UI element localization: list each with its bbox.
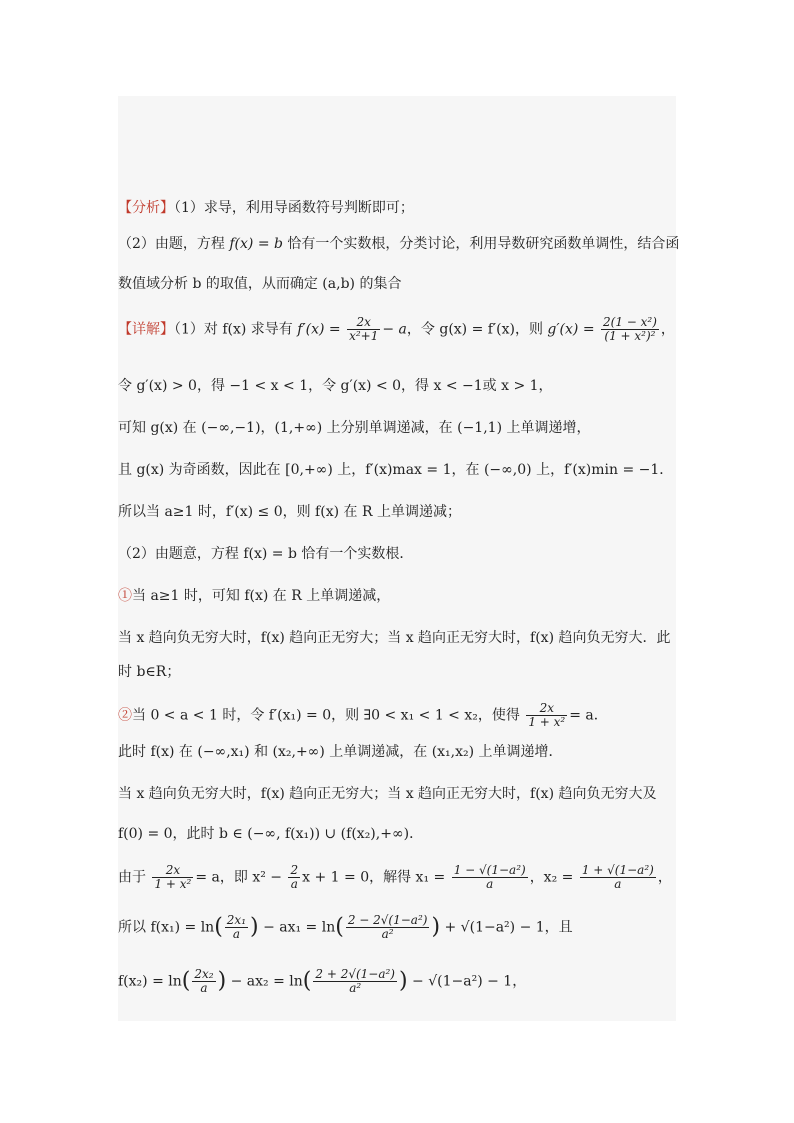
text-x2: ，x₂ = <box>529 869 574 886</box>
fraction-2x-over-1px2-b: $\frac{2x}{\text{1 + x²}}$ <box>154 863 192 891</box>
case-2-line-4: f(0) = 0，此时 b ∈ (−∞, f(x₁)) ∪ (f(x₂),+∞)． <box>118 826 424 842</box>
case-2-line-5: 由于 $\frac{2x}{\text{1 + x²}}$ = a，即 x² − $\frac{2}{a}$ x + 1 = 0，解得 x₁ = $\frac{\text{1 − √(1−a²)}}{a}$ ，x₂ = $\frac{\text{1 + √(1−a²)}}{a}$ ， <box>118 863 672 891</box>
detail-text-1b: ，令 g(x) = f′(x)，则 <box>406 321 543 338</box>
detail-label: 【详解】 <box>118 321 174 338</box>
case-1-mark: ① <box>118 588 132 604</box>
fraction-gprime: $\frac{\text{2(1 − x²)}}{\text{(1 + x²)²}}$ <box>603 315 657 343</box>
text-fx1-ln: 所以 f(x₁) = ln <box>118 919 215 936</box>
fraction-fprime: $\frac{2x}{\text{x²+1}}$ <box>349 315 379 343</box>
analysis-line-3 <box>118 274 676 294</box>
case-1-line-3: 时 b∈R； <box>118 664 181 680</box>
fraction-ln-arg-1: $\frac{\text{2 − 2√(1−a²)}}{\text{a²}}$ <box>347 913 428 941</box>
case-2-line-3: 当 x 趋向负无穷大时，f(x) 趋向正无穷大；当 x 趋向正无穷大时，f(x) 趋向负无穷大及 <box>118 786 657 802</box>
detail-line-3: 可知 g(x) 在 (−∞,−1)，(1,+∞) 上分别单调递减，在 (−1,1) 上单调递增， <box>118 420 591 436</box>
case-1-line-2: 当 x 趋向负无穷大时，f(x) 趋向正无穷大；当 x 趋向正无穷大时，f(x) 趋向负无穷大．此 <box>118 630 671 646</box>
fraction-x2: $\frac{\text{1 + √(1−a²)}}{a}$ <box>581 863 654 891</box>
text-tail-1: + √(1−a²) − 1，且 <box>444 919 573 936</box>
analysis-line-2 <box>118 234 680 254</box>
detail-line-4: 且 g(x) 为奇函数，因此在 [0,+∞) 上，f′(x)max = 1，在 (−∞,0) 上，f′(x)min = −1． <box>118 462 674 478</box>
fprime-tail: − a <box>382 321 407 338</box>
case-2-line-6: 所以 f(x₁) = ln( $\frac{\text{2x₁}}{a}$ ) − ax₁ = ln( $\frac{\text{2 − 2√(1−a²)}}{\text{a²}}$ ) + √(1−a²) − 1，且 <box>118 913 573 941</box>
text-yuyu: 由于 <box>118 869 146 886</box>
fraction-2-over-a: $\frac{2}{a}$ <box>290 863 299 891</box>
case-2-line-2: 此时 f(x) 在 (−∞,x₁) 和 (x₂,+∞) 上单调递减，在 (x₁,x₂) 上单调递增． <box>118 744 563 760</box>
fraction-2x2-over-a: $\frac{\text{2x₂}}{a}$ <box>194 967 214 995</box>
detail-line-6: （2）由题意，方程 f(x) = b 恰有一个实数根． <box>118 546 414 562</box>
case-2-line-1 <box>118 702 676 729</box>
text-solve-x1: x + 1 = 0，解得 x₁ = <box>302 869 446 886</box>
analysis-text-3: 数值域分析 b 的取值，从而确定 (a,b) 的集合 <box>118 276 402 292</box>
text-minus-ax2: − ax₂ = ln <box>230 973 303 990</box>
analysis-line-1 <box>118 198 676 218</box>
detail-line-2: 令 g′(x) > 0，得 −1 < x < 1，令 g′(x) < 0，得 x < −1或 x > 1， <box>118 378 553 394</box>
text-tail-2: − √(1−a²) − 1， <box>412 973 527 990</box>
text-equation-a: = a，即 x² − <box>195 869 283 886</box>
fprime-label: f′(x) = <box>297 321 341 338</box>
fraction-x1: $\frac{\text{1 − √(1−a²)}}{a}$ <box>453 863 526 891</box>
case-2-text-a: 当 0 < a < 1 时，令 f′(x₁) = 0，则 ∃0 < x₁ < 1 < x₂，使得 <box>132 707 520 724</box>
analysis-text-2a: （2）由题，方程 <box>118 236 225 252</box>
detail-text-1a: （1）对 f(x) 求导有 <box>174 321 293 338</box>
detail-line-1: 【详解】（1）对 f(x) 求导有 f′(x) = $\frac{2x}{\text{x²+1}}$ − a，令 g(x) = f′(x)，则 g′(x) = $\frac{\text{2(1 − x²)}}{\text{(1 + x²)²}}$ ， <box>118 315 675 343</box>
document-page <box>118 96 680 1021</box>
fraction-2x1-over-a: $\frac{\text{2x₁}}{a}$ <box>226 913 247 941</box>
fraction-2x-over-1px2: $\frac{2x}{\text{1 + x²}}$ <box>528 701 566 729</box>
analysis-text-1: （1）求导，利用导函数符号判断即可； <box>174 200 414 216</box>
case-2-line-7: f(x₂) = ln( $\frac{\text{2x₂}}{a}$ ) − ax₂ = ln( $\frac{\text{2 + 2√(1−a²)}}{\text{a²}}$ ) − √(1−a²) − 1， <box>118 967 527 995</box>
analysis-label: 【分析】 <box>118 200 174 216</box>
case-2-text-b: = a． <box>569 707 608 724</box>
text-fx2-ln: f(x₂) = ln <box>118 973 182 990</box>
analysis-text-2b: 恰有一个实数根，分类讨论，利用导数研究函数单调性，结合函 <box>287 236 680 252</box>
fraction-ln-arg-2: $\frac{\text{2 + 2√(1−a²)}}{\text{a²}}$ <box>315 967 395 995</box>
case-2-mark: ② <box>118 707 132 724</box>
text-minus-ax1: − ax₁ = ln <box>263 919 336 936</box>
case-1-text: 当 a≥1 时，可知 f(x) 在 R 上单调递减， <box>132 588 391 604</box>
case-1-line <box>118 586 676 606</box>
detail-line-5: 所以当 a≥1 时，f′(x) ≤ 0，则 f(x) 在 R 上单调递减； <box>118 504 461 520</box>
gprime-label: g′(x) = <box>547 321 595 338</box>
equation-fx-b: f(x) = b <box>229 236 283 252</box>
